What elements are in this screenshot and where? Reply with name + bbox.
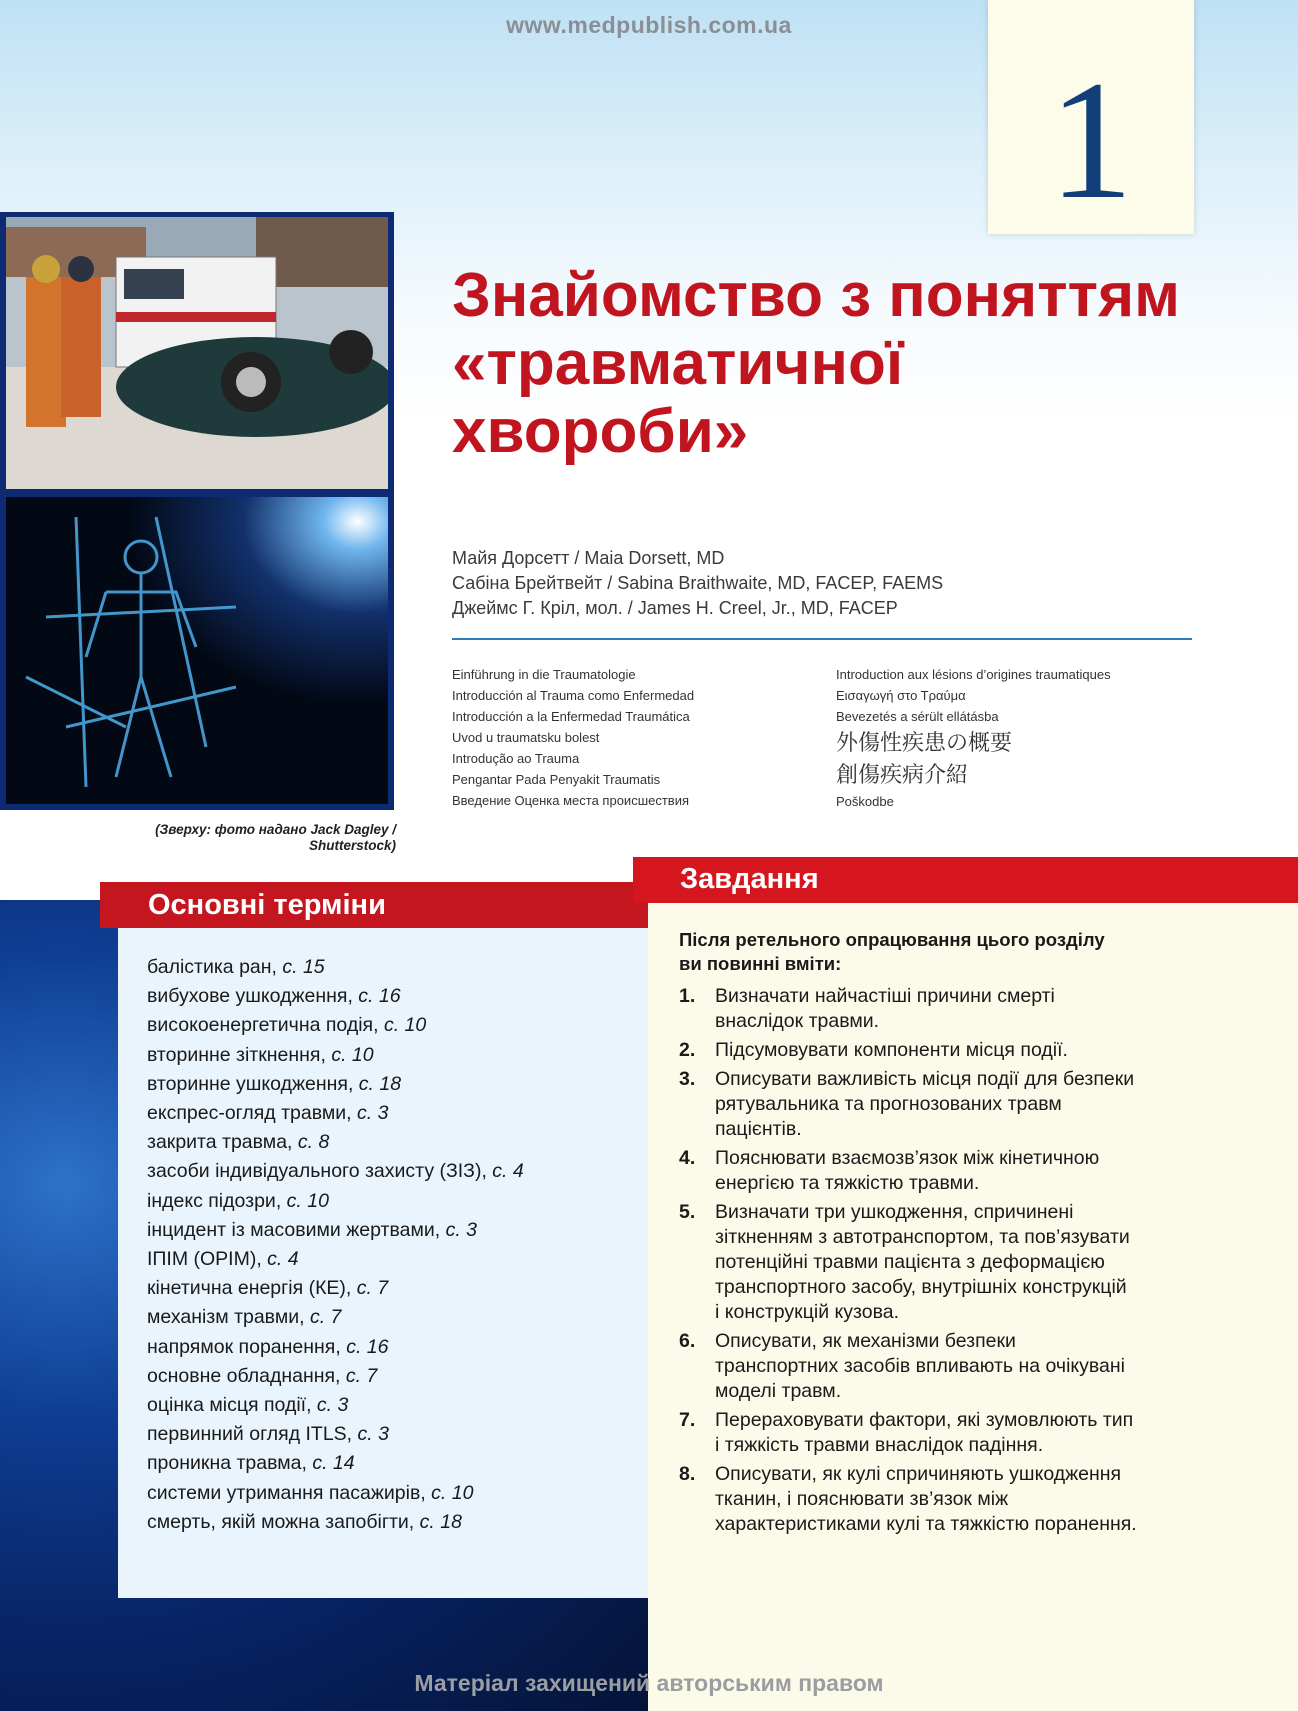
translation: Introducción a la Enfermedad Traumática <box>452 709 690 724</box>
objective-text-line: Визначати три ушкодження, спричинені <box>715 1201 1074 1223</box>
translation: 創傷疾病介紹 <box>836 762 969 787</box>
key-term-page: с. 7 <box>309 1306 342 1329</box>
photo-credit-line: (Зверху: фото надано Jack Dagley / <box>155 822 396 837</box>
divider-rule <box>452 638 1192 640</box>
key-terms-heading: Основні терміни <box>148 889 386 921</box>
objective-text-line: внаслідок травми. <box>715 1010 880 1032</box>
objective-text-line: тканин, і пояснювати зв’язок між <box>715 1488 1009 1510</box>
key-term-item <box>147 1099 524 1128</box>
photo-frame <box>0 212 394 810</box>
key-term-page: с. 10 <box>431 1481 474 1504</box>
key-term-page: с. 3 <box>445 1218 478 1241</box>
key-term: інцидент із масовими жертвами, <box>147 1218 446 1241</box>
key-term: кінетична енергія (КЕ), <box>147 1277 357 1300</box>
key-term-page: с. 3 <box>357 1423 389 1446</box>
key-term-item <box>147 982 524 1011</box>
translation: Introducción al Trauma como Enfermedad <box>452 688 695 703</box>
chapter-title-line: Знайомство з поняттям <box>452 261 1180 330</box>
key-term-page: с. 18 <box>358 1072 402 1095</box>
key-term-page: с. 4 <box>267 1248 299 1271</box>
objective-text-line: і конструкцій кузова. <box>715 1301 899 1323</box>
copyright-watermark: Матеріал захищений авторським правом <box>414 1670 884 1696</box>
objective-text-line: зіткненням з автотранспортом, та пов’язувати <box>715 1226 1130 1248</box>
objectives-intro-line: ви повинні вміти: <box>679 953 842 974</box>
author-list <box>452 546 943 621</box>
key-term-page: с. 16 <box>358 985 401 1008</box>
translation: Introduction aux lésions d’origines traumatiques <box>836 667 1111 682</box>
chapter-title <box>452 262 1212 466</box>
accident-photo <box>6 217 388 489</box>
key-term-item <box>147 1216 524 1245</box>
key-term: вибухове ушкодження, <box>147 985 359 1008</box>
objective-item <box>679 1329 1219 1404</box>
translation: Einführung in die Traumatologie <box>452 667 636 682</box>
key-term: індекс підозри, <box>147 1189 287 1212</box>
key-term-item <box>147 1362 524 1391</box>
objective-item <box>679 984 1219 1034</box>
key-term-page: с. 18 <box>419 1510 462 1533</box>
objective-number: 3. <box>679 1068 696 1090</box>
objective-text-line: характеристиками кулі та тяжкістю поранення. <box>715 1513 1137 1535</box>
key-term-page: с. 14 <box>312 1452 355 1475</box>
key-term-page: с. 7 <box>345 1364 378 1387</box>
objective-item <box>679 1146 1219 1196</box>
key-term-page: с. 3 <box>357 1102 389 1125</box>
objective-text-line: і тяжкість травми внаслідок падіння. <box>715 1434 1044 1456</box>
chapter-title-line: хвороби» <box>452 397 749 466</box>
objective-number: 4. <box>679 1147 696 1169</box>
objectives-heading: Завдання <box>680 863 819 895</box>
translation: 外傷性疾患の概要 <box>836 730 1013 755</box>
objective-item <box>679 1408 1219 1458</box>
objective-number: 6. <box>679 1330 696 1352</box>
key-term-item <box>147 1245 524 1274</box>
objective-text-line: Перераховувати фактори, які зумовлюють тип <box>715 1409 1134 1431</box>
author: Джеймс Г. Кріл, мол. / James H. Creel, Jr., MD, FACEP <box>452 598 898 618</box>
key-terms-header <box>100 882 648 928</box>
translation: Bevezetés a sérült ellátásba <box>836 709 999 724</box>
key-term-page: с. 10 <box>331 1043 374 1066</box>
key-term-page: с. 8 <box>297 1131 330 1154</box>
key-term: напрямок поранення, <box>147 1335 347 1358</box>
objective-text-line: потенційні травми пацієнта з деформацією <box>715 1251 1105 1273</box>
objective-text-line: Описувати важливість місця події для безпеки <box>715 1068 1135 1090</box>
key-term: первинний огляд ITLS, <box>147 1423 358 1446</box>
objective-text-line: пацієнтів. <box>715 1118 802 1140</box>
key-term: балістика ран, <box>147 956 283 978</box>
objective-item <box>679 1067 1219 1142</box>
key-term: ІПІМ (OPIM), <box>147 1248 268 1271</box>
translation: Εισαγωγή στο Τραύμα <box>836 688 966 703</box>
key-term-item <box>147 1391 524 1420</box>
objective-text-line: Описувати, як кулі спричиняють ушкодження <box>715 1463 1122 1485</box>
objective-item <box>679 1200 1219 1325</box>
key-term-page: с. 4 <box>492 1160 524 1183</box>
key-term: засоби індивідуального захисту (ЗІЗ), <box>147 1160 493 1183</box>
translation: Pengantar Pada Penyakit Traumatis <box>452 772 661 787</box>
chapter-number: 1 <box>1048 46 1134 234</box>
objective-text-line: Пояснювати взаємозв’язок між кінетичною <box>715 1147 1100 1169</box>
translation: Poškodbe <box>836 794 894 809</box>
translations-right <box>836 664 1111 812</box>
key-term: проникна травма, <box>147 1452 313 1475</box>
objective-text-line: Визначати найчастіші причини смерті <box>715 985 1055 1007</box>
objective-text-line: Підсумовувати компоненти місця події. <box>715 1039 1068 1061</box>
objective-text-line: енергією та тяжкістю травми. <box>715 1172 980 1194</box>
key-term: механізм травми, <box>147 1306 310 1329</box>
key-term-item <box>147 1011 524 1040</box>
photo-credit-line: Shutterstock) <box>308 838 396 853</box>
objective-number: 2. <box>679 1039 696 1061</box>
chapter-number-box <box>988 0 1194 234</box>
key-term: вторинне ушкодження, <box>147 1072 359 1095</box>
key-term-item <box>147 1128 524 1157</box>
key-term: оцінка місця події, <box>147 1394 317 1417</box>
key-term-page: с. 7 <box>356 1277 389 1300</box>
trauma-illustration <box>6 497 388 804</box>
key-term: смерть, якій можна запобігти, <box>147 1510 420 1533</box>
key-term-item <box>147 1333 524 1362</box>
objective-number: 7. <box>679 1409 696 1431</box>
key-term-item <box>147 1187 524 1216</box>
objective-item <box>679 1462 1219 1537</box>
key-term-item <box>147 1157 524 1186</box>
author: Майя Дорсетт / Maia Dorsett, MD <box>452 548 725 568</box>
key-term-page: с. 10 <box>383 1014 427 1037</box>
translation: Uvod u traumatsku bolest <box>452 730 600 745</box>
key-term: високоенергетична подія, <box>147 1014 384 1037</box>
translation: Введение Оценка места происшествия <box>452 793 690 808</box>
key-term-item <box>147 1303 524 1332</box>
key-term-item <box>147 1420 524 1449</box>
author: Сабіна Брейтвейт / Sabina Braithwaite, MD, FACEP, FAEMS <box>452 573 944 593</box>
objective-number: 1. <box>679 985 696 1007</box>
key-term-item <box>147 1070 524 1099</box>
key-term-item <box>147 1508 524 1537</box>
objective-text-line: Описувати, як механізми безпеки <box>715 1330 1016 1352</box>
translation: Introdução ao Trauma <box>452 751 580 766</box>
key-term-item <box>147 1449 524 1478</box>
objectives-intro-line: Після ретельного опрацювання цього розділу <box>679 929 1105 950</box>
key-term: вторинне зіткнення, <box>147 1043 332 1066</box>
photo-credit <box>100 822 396 854</box>
objective-item <box>679 1038 1219 1063</box>
key-term-page: с. 10 <box>286 1189 329 1212</box>
key-term: закрита травма, <box>147 1131 298 1154</box>
key-term: системи утримання пасажирів, <box>147 1481 432 1504</box>
key-term: експрес-огляд травми, <box>147 1102 357 1125</box>
key-terms-list <box>147 953 524 1537</box>
key-term-page: с. 16 <box>346 1335 389 1358</box>
key-term-page: с. 3 <box>316 1394 349 1417</box>
key-term-item <box>147 1479 524 1508</box>
key-term-page: с. 15 <box>282 956 325 978</box>
objective-text-line: рятувальника та прогнозованих травм <box>715 1093 1062 1115</box>
key-term: основне обладнання, <box>147 1364 346 1387</box>
objective-number: 8. <box>679 1463 696 1485</box>
objective-number: 5. <box>679 1201 696 1223</box>
site-watermark: www.medpublish.com.ua <box>506 12 792 38</box>
objective-text-line: транспортного засобу, внутрішніх конструкцій <box>715 1276 1127 1298</box>
key-term-item <box>147 1274 524 1303</box>
key-term-item <box>147 1041 524 1070</box>
objective-text-line: транспортних засобів впливають на очікувані <box>715 1355 1126 1377</box>
objectives-intro <box>679 928 1105 976</box>
chapter-title-line: «травматичної <box>452 329 904 398</box>
objectives-header <box>633 857 1298 903</box>
key-term-item <box>147 953 524 982</box>
objective-text-line: моделі травм. <box>715 1380 842 1402</box>
objectives-list <box>679 984 1219 1541</box>
translations-left <box>452 664 694 811</box>
